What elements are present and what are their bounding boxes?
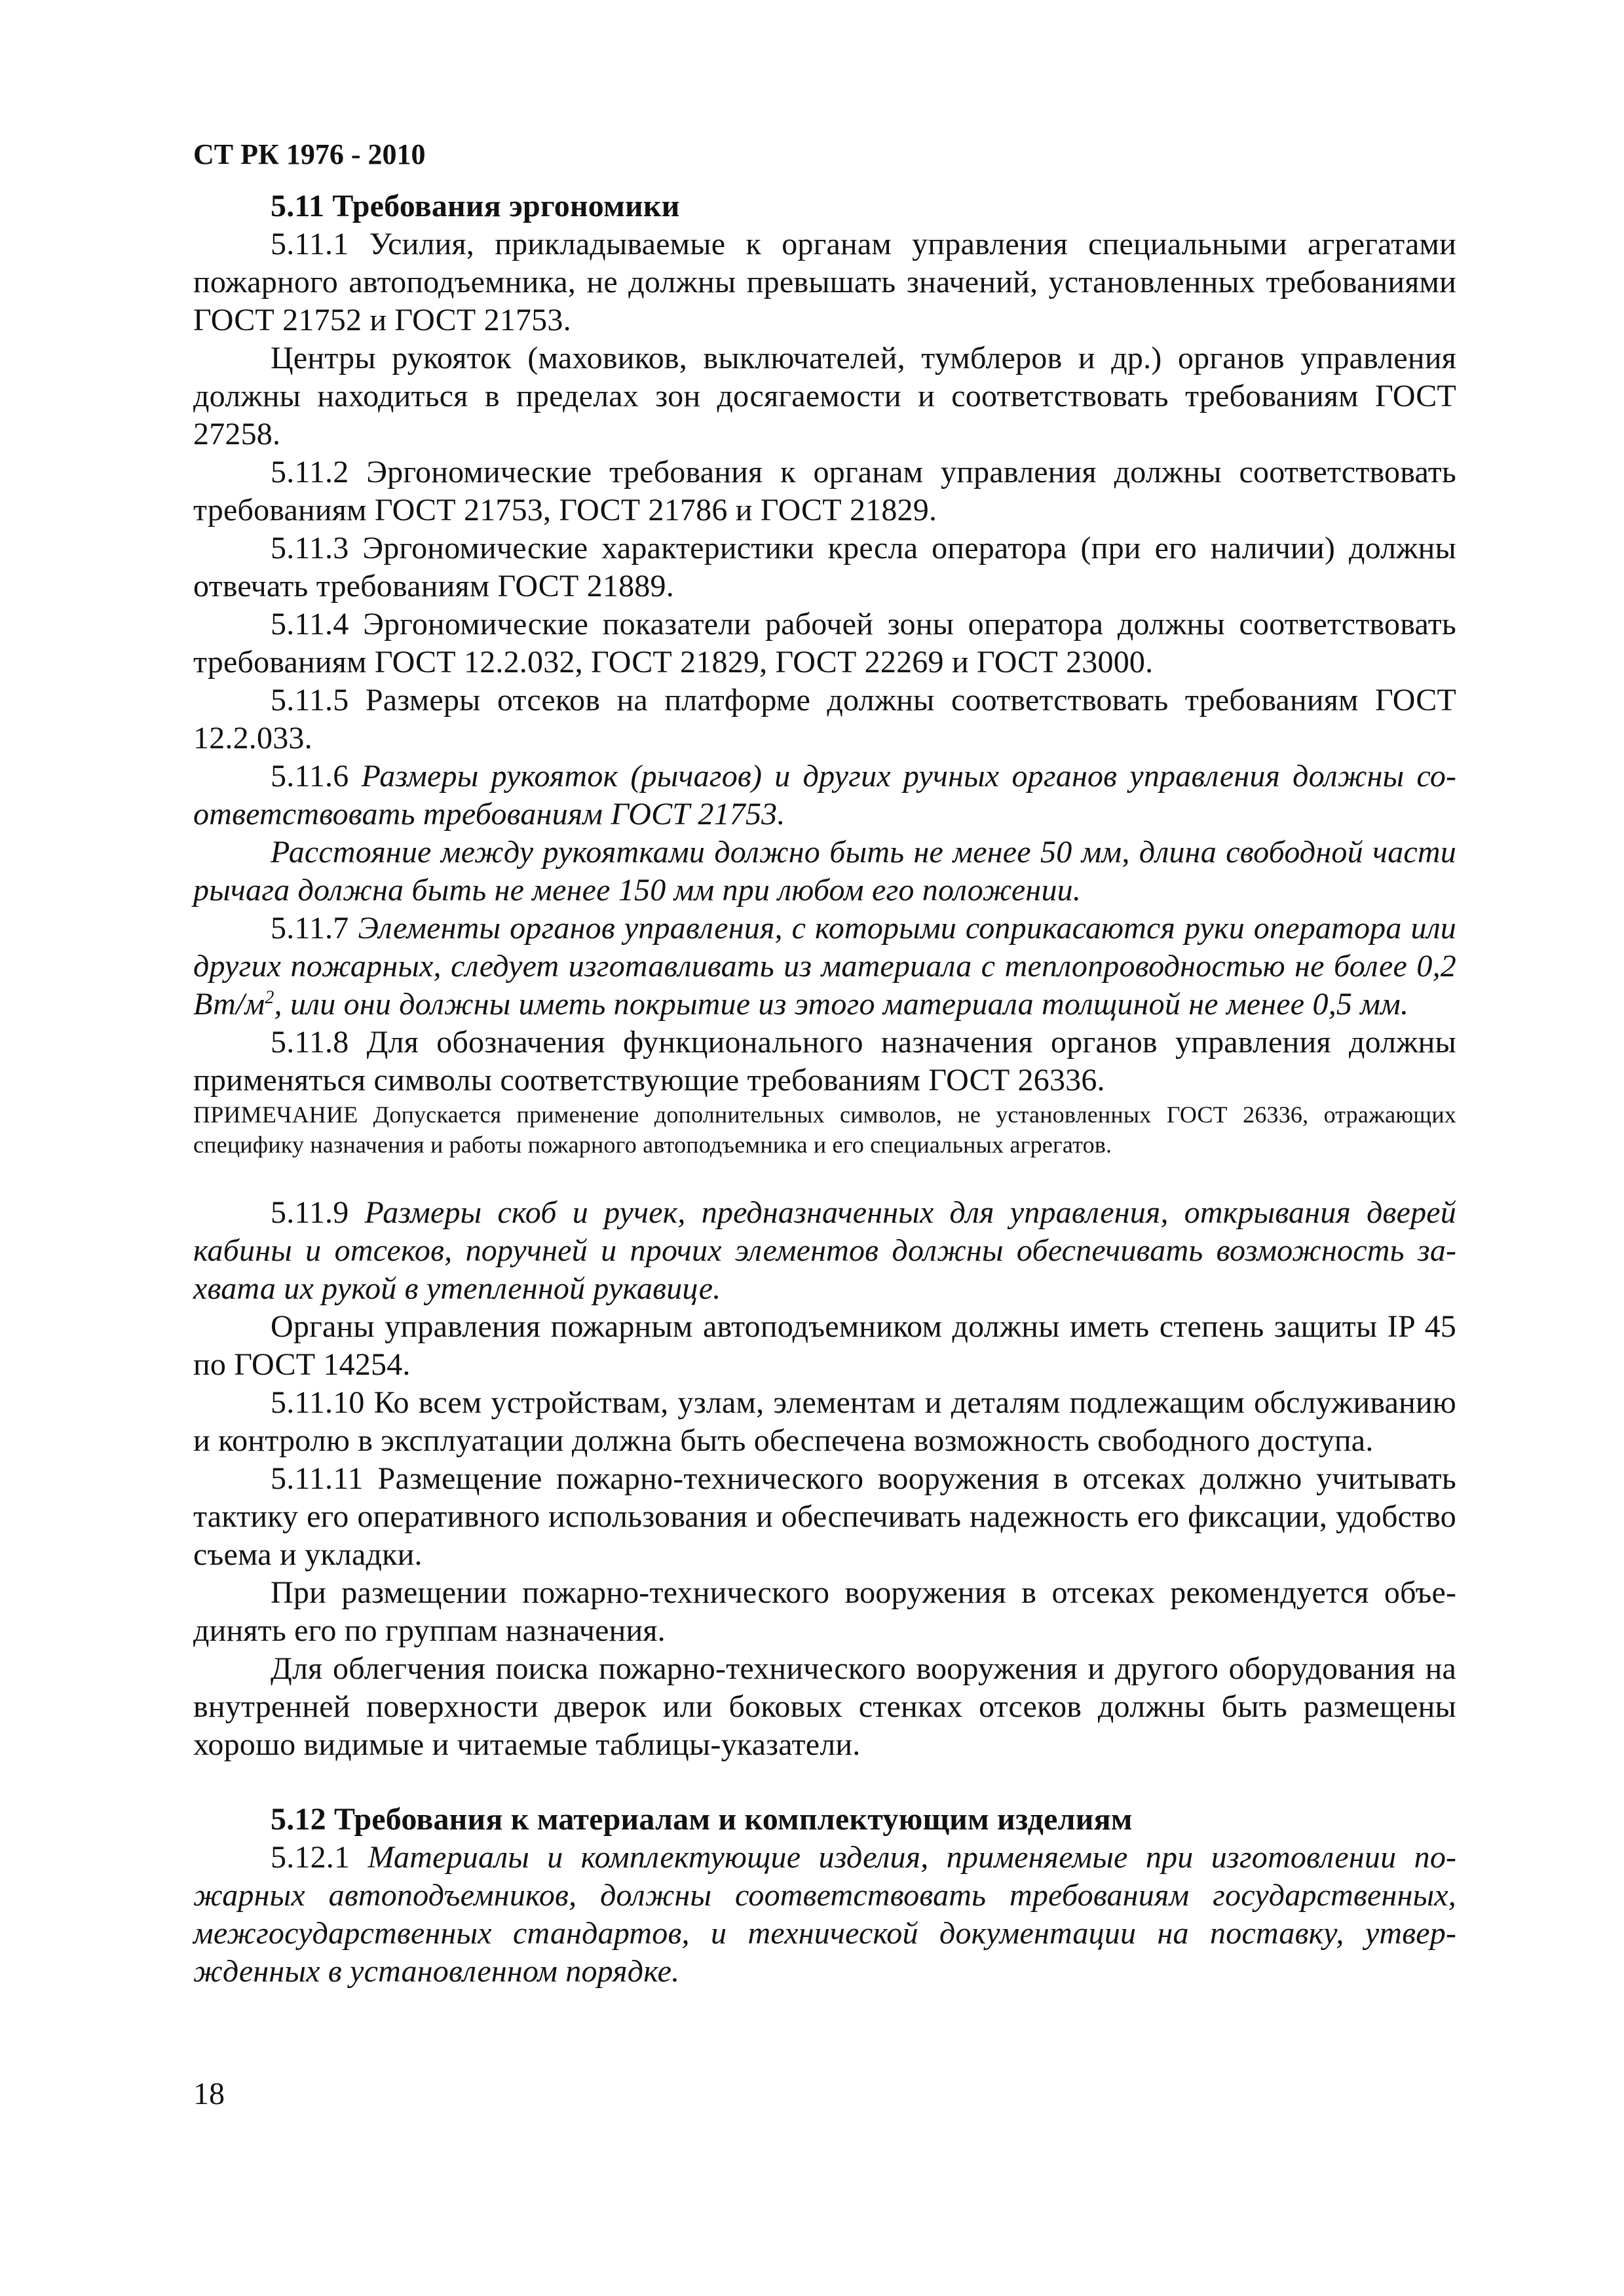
section-5-12-heading: 5.12 Требования к материалам и комплектующим изделиям: [271, 1802, 1133, 1837]
paragraph-protection-degree: Органы управления пожарным автоподъемником должны иметь степень защиты IP 45 по ГОСТ 14254.: [193, 1309, 1456, 1382]
paragraph-handle-centers: Центры рукояток (маховиков, выключателей, тумблеров и др.) органов управления должны находиться в пределах зон досягаемости и соответствовать требованиям ГОСТ 27258.: [193, 341, 1456, 451]
clause-5-11-10: 5.11.10 Ко всем устройствам, узлам, элементам и деталям подлежащим обслуживанию и контролю в эксплуатации должна быть обеспечена возможность свободного доступа.: [193, 1385, 1456, 1458]
clause-5-11-8: 5.11.8 Для обозначения функционального назначения органов управления должны применяться символы соответствующие требованиям ГОСТ 26336.: [193, 1025, 1456, 1098]
clause-number: 5.11.6: [271, 759, 349, 794]
clause-5-11-6: [193, 757, 1456, 833]
paragraph-grouping: При размещении пожарно-технического вооружения в отсеках рекомендуется объединять его по группам назначения.: [193, 1575, 1456, 1648]
section-5-11-heading: 5.11 Требования эргономики: [271, 189, 680, 223]
page-number: 18: [193, 2076, 225, 2111]
page-content: [193, 187, 1456, 1991]
clause-5-11-3: 5.11.3 Эргономические характеристики кресла оператора (при его наличии) должны отвечать требованиям ГОСТ 21889.: [193, 531, 1456, 603]
clause-text: Материалы и комплектующие изделия, применяемые при изготовлении пожарных автоподъемников, должны соответствовать требованиям государственных, межгосударственных стандартов, и технической документации на поставку, утвержденных в установленном порядке.: [193, 1840, 1456, 1989]
document-code: СТ РК 1976 - 2010: [193, 138, 426, 170]
clause-5-11-4: 5.11.4 Эргономические показатели рабочей зоны оператора должны соответствовать требованиям ГОСТ 12.2.032, ГОСТ 21829, ГОСТ 22269 и ГОСТ 23000.: [193, 607, 1456, 679]
clause-number: 5.11.9: [271, 1195, 349, 1230]
paragraph-index-tables: Для облегчения поиска пожарно-технического вооружения и другого оборудования на внутренней поверхности дверок или боковых стенках отсеков должны быть размещены хорошо видимые и читаемые таблицы-указатели.: [193, 1651, 1456, 1762]
clause-5-11-7: [193, 909, 1456, 1024]
clause-5-11-2: 5.11.2 Эргономические требования к органам управления должны соответствовать требованиям ГОСТ 21753, ГОСТ 21786 и ГОСТ 21829.: [193, 455, 1456, 527]
clause-5-12-1: [193, 1839, 1456, 1991]
clause-text-a: Элементы органов управления, с которыми соприкасаются руки оператора или других пожарных, следует изготавливать из материала с теплопроводностью не более 0,2 Вт/м: [193, 911, 1456, 1022]
clause-text-b: , или они должны иметь покрытие из этого материала толщиной не менее 0,5 мм.: [274, 987, 1409, 1022]
section-gap: [193, 1764, 1456, 1801]
clause-5-11-9: [193, 1194, 1456, 1308]
paragraph-handle-distance: Расстояние между рукоятками должно быть не менее 50 мм, длина свободной части рычага должна быть не менее 150 мм при любом его положении.: [193, 835, 1456, 908]
clause-5-11-1: 5.11.1 Усилия, прикладываемые к органам управления специальными агрегатами пожарного автоподъемника, не должны превышать значений, установленных требованиями ГОСТ 21752 и ГОСТ 21753.: [193, 227, 1456, 337]
note: ПРИМЕЧАНИЕ Допускается применение дополнительных символов, не установленных ГОСТ 26336, отражающих специфику назначения и работы пожарного автоподъемника и его специальных агрегатов.: [193, 1101, 1456, 1158]
clause-number: 5.12.1: [271, 1840, 350, 1875]
clause-text: Размеры скоб и ручек, предназначенных для управления, открывания дверей кабины и отсеков, поручней и прочих элементов должны обеспечивать возможность захвата их рукой в утепленной рукавице.: [193, 1195, 1457, 1306]
clause-5-11-5: 5.11.5 Размеры отсеков на платформе должны соответствовать требованиям ГОСТ 12.2.033.: [193, 683, 1456, 756]
clause-text: Размеры рукояток (рычагов) и других ручных органов управления должны соответствовать требованиям ГОСТ 21753.: [193, 759, 1456, 832]
clause-5-11-11: 5.11.11 Размещение пожарно-технического вооружения в отсеках должно учитывать тактику его оперативного использования и обеспечивать надежность его фиксации, удобство съема и укладки.: [193, 1461, 1456, 1572]
superscript: 2: [265, 987, 274, 1008]
clause-number: 5.11.7: [271, 911, 349, 946]
